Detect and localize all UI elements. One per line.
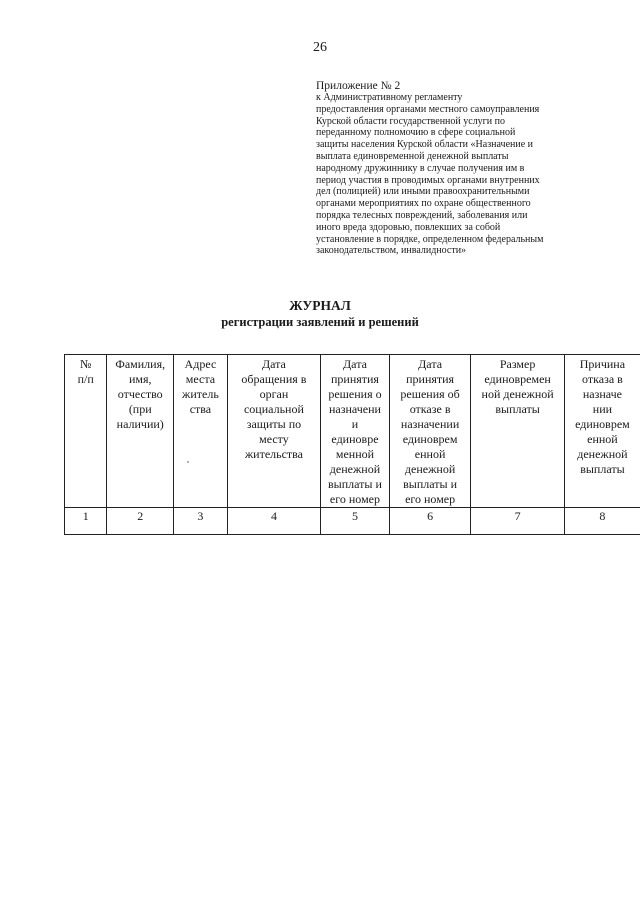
journal-heading bbox=[0, 298, 640, 330]
column-header-refusal-decision-date bbox=[389, 355, 471, 508]
column-number-cell: 7 bbox=[471, 508, 564, 535]
column-header-line: менной bbox=[335, 447, 375, 461]
column-header-line: и bbox=[351, 417, 359, 431]
column-header-line: Адрес bbox=[184, 357, 217, 371]
column-number-cell: 6 bbox=[389, 508, 471, 535]
column-header-line: отчество bbox=[117, 387, 163, 401]
column-header-line: Дата bbox=[418, 357, 443, 371]
column-header-line: выплаты bbox=[495, 402, 540, 416]
column-header-line: месту bbox=[259, 432, 289, 446]
journal-title: ЖУРНАЛ bbox=[289, 298, 351, 313]
column-number-cell: 8 bbox=[564, 508, 640, 535]
column-header-line: единовре bbox=[331, 432, 379, 446]
column-header-line: денежной bbox=[329, 462, 381, 476]
column-header-line: Фамилия, bbox=[115, 357, 166, 371]
column-header-line: единоврем bbox=[575, 417, 630, 431]
column-header-line: житель bbox=[182, 387, 219, 401]
column-header-line: енной bbox=[587, 432, 618, 446]
page-number: 26 bbox=[313, 40, 327, 55]
column-header-line: обращения в bbox=[241, 372, 307, 386]
appendix-line: установление в порядке, определенном федеральным bbox=[316, 233, 544, 245]
column-header-line: принятия bbox=[330, 372, 379, 386]
appendix-title: Приложение № 2 bbox=[316, 80, 401, 92]
column-number-cell: 5 bbox=[321, 508, 390, 535]
column-header-full-name bbox=[107, 355, 174, 508]
column-header-line: единовремен bbox=[484, 372, 551, 386]
table-header-row bbox=[65, 355, 640, 508]
column-header-line: выплаты и bbox=[403, 477, 458, 491]
column-header-application-date bbox=[227, 355, 320, 508]
column-header-line: отказа в bbox=[582, 372, 623, 386]
column-header-line: жительства bbox=[244, 447, 304, 461]
column-number-cell: 3 bbox=[174, 508, 228, 535]
column-header-line: № bbox=[79, 357, 92, 371]
column-header-line: назначении bbox=[400, 417, 460, 431]
column-header-line: енной bbox=[414, 447, 446, 461]
journal-subtitle: регистрации заявлений и решений bbox=[221, 315, 419, 329]
appendix-line: законодательством, инвалидности» bbox=[316, 245, 467, 257]
journal-table bbox=[64, 354, 640, 535]
appendix-line: защиты населения Курской области «Назначение и bbox=[316, 139, 533, 151]
column-header-line: решения об bbox=[400, 387, 460, 401]
column-header-line: единоврем bbox=[402, 432, 458, 446]
column-header-line: Дата bbox=[261, 357, 286, 371]
column-header-refusal-reason bbox=[564, 355, 640, 508]
column-header-line: наличии) bbox=[116, 417, 164, 431]
column-header-line: защиты по bbox=[246, 417, 302, 431]
appendix-line: выплата единовременной денежной выплаты bbox=[316, 150, 509, 162]
appendix-line: органами мероприятиях по охране общественного bbox=[316, 198, 531, 210]
column-header-line: социальной bbox=[243, 402, 304, 416]
column-header-payment-amount bbox=[471, 355, 564, 508]
column-header-line: его номер bbox=[405, 492, 456, 506]
column-header-line: отказе в bbox=[409, 402, 451, 416]
appendix-line: порядка телесных повреждений, заболевания или bbox=[316, 209, 528, 221]
column-header-line: места bbox=[185, 372, 216, 386]
column-header-grant-decision-date bbox=[321, 355, 390, 508]
appendix-line: иного вреда здоровью, повлекших за собой bbox=[316, 221, 501, 233]
appendix-line: предоставления органами местного самоуправления bbox=[316, 103, 540, 115]
appendix-line: Курской области государственной услуги по bbox=[316, 115, 505, 127]
column-number-cell: 4 bbox=[227, 508, 320, 535]
column-header-line: нии bbox=[592, 402, 613, 416]
column-header-line: назначени bbox=[328, 402, 381, 416]
column-header-line: Дата bbox=[343, 357, 367, 371]
column-header-line: имя, bbox=[128, 372, 152, 386]
appendix-line: к Административному регламенту bbox=[316, 92, 463, 103]
column-header-line: принятия bbox=[406, 372, 455, 386]
column-header-line: выплаты и bbox=[328, 477, 382, 491]
column-header-line: (при bbox=[128, 402, 152, 416]
appendix-line: период участия в проводимых органами внутренних bbox=[316, 174, 540, 186]
column-header-line: решения о bbox=[328, 387, 382, 401]
column-header-line: денежной bbox=[404, 462, 456, 476]
column-header-line: денежной bbox=[577, 447, 628, 461]
appendix-line: дел (полицией) или иными правоохранительными bbox=[316, 186, 530, 198]
column-header-line: п/п bbox=[77, 372, 94, 386]
column-number-cell: 2 bbox=[107, 508, 174, 535]
appendix-line: народному дружиннику в случае получения им в bbox=[316, 162, 525, 174]
column-header-line: ства bbox=[189, 402, 212, 416]
column-header-line: назначе bbox=[582, 387, 622, 401]
column-header-line: ной денежной bbox=[481, 387, 554, 401]
column-header-line: его номер bbox=[329, 492, 380, 506]
appendix-line: переданному полномочию в сфере социальной bbox=[316, 127, 516, 139]
column-number-cell: 1 bbox=[65, 508, 107, 535]
column-header-address bbox=[174, 355, 228, 508]
column-header-number bbox=[65, 355, 107, 508]
table-row bbox=[65, 508, 640, 535]
column-header-line: Причина bbox=[579, 357, 626, 371]
scan-speck bbox=[187, 461, 189, 463]
column-header-line: Размер bbox=[499, 357, 536, 371]
appendix-block bbox=[316, 80, 578, 257]
column-header-line: выплаты bbox=[580, 462, 625, 476]
column-header-line: орган bbox=[259, 387, 289, 401]
